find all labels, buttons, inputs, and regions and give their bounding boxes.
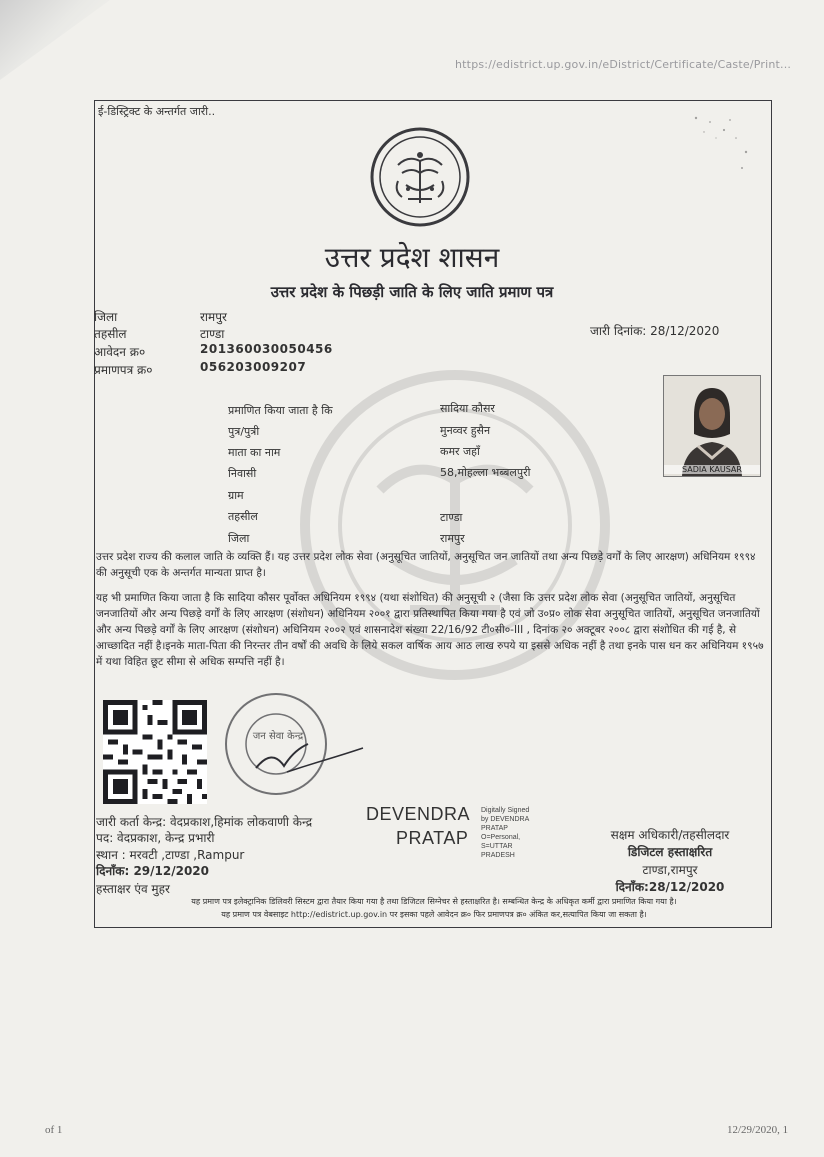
government-title: उत्तर प्रदेश शासन: [324, 241, 500, 274]
digisig-detail: O=Personal,: [481, 834, 521, 841]
creamy-layer-text: यह भी प्रमाणित किया जाता है कि सादिया कौसर पूर्वोक्त अधिनियम १९९४ (यथा संशोधित) की अनुसूची २ (जैसा कि उत्तर प्रदेश लोक सेवा (अनुसूचित जातियों, अनुसूचित जनजातियों और अन्य पिछड़े वर्गों के लिए आरक्षण (संशोधन) अधिनियम २००१ द्वारा प्रतिस्थापित किया गया है एवं जो उ०प्र० लोक सेवा अनुसूचित जातियों, अनुसूचित जनजातियों और अन्य पिछड़े वर्गों के लिए आरक्षण (संशोधन) अधिनियम २००२ एवं शासनादेश संख्या 22/16/92 टी०सी०-III , दिनांक २० अक्टूबर २००८ द्वारा संशोधित की गई है, से आच्छादित नहीं है।इनके माता-पिता की निरन्तर तीन वर्षों की अवधि के लिये सकल वार्षिक आय आठ लाख रुपये या इससे अधिक नहीं है तथा इनके पास धन कर अधिनियम १९५७ में यथा विहित छूट सीमा से अधिक सम्पत्ति नहीं है।: [96, 592, 764, 668]
portrait-icon: [664, 376, 760, 476]
authority-digitally-signed: डिजिटल हस्ताक्षरित: [627, 845, 713, 859]
district-value: रामपुर: [200, 310, 227, 324]
caste-statement-text: उत्तर प्रदेश राज्य की कलाल जाति के व्यक्ति हैं। यह उत्तर प्रदेश लोक सेवा (अनुसूचित जातियों, अनुसूचित जन जातियों तथा अन्य पिछड़े वर्गों के लिए आरक्षण) अधिनियम १९९४ की अनुसूची एक के अन्तर्गत मान्यता प्राप्त है।: [96, 551, 756, 579]
disclaimer-line-2: यह प्रमाण पत्र वेबसाइट http://edistrict.up.gov.in पर इसका पहले आवेदन क्र० फिर प्रमाणपत्र क्र० अंकित कर,सत्यापित किया जा सकता है।: [221, 910, 647, 919]
print-timestamp: 12/29/2020, 1: [727, 1124, 789, 1136]
issuer-designation: पद: वेदप्रकाश, केन्द्र प्रभारी: [96, 831, 215, 845]
issuer-center: जारी कर्ता केन्द्र: वेदप्रकाश,हिमांक लोकवाणी केन्द्र: [96, 815, 313, 829]
detail-label-district: जिला: [228, 532, 250, 545]
qr-code-icon: [103, 700, 207, 804]
detail-label-resident: निवासी: [228, 467, 257, 480]
authority-designation: सक्षम अधिकारी/तहसीलदार: [610, 828, 730, 842]
application-number: 201360030050456: [200, 342, 333, 356]
signature-stroke: [285, 742, 365, 782]
authority-date: दिनाँक:28/12/2020: [615, 880, 725, 894]
detail-value-resident: 58,मोहल्ला भब्बलपुरी: [440, 466, 531, 479]
district-label: जिला: [94, 310, 118, 324]
issuer-date: दिनाँक: 29/12/2020: [96, 864, 210, 878]
stamp-center-text: जन सेवा केन्द्र: [252, 731, 304, 742]
authority-location: टाण्डा,रामपुर: [642, 863, 698, 877]
detail-label-certified: प्रमाणित किया जाता है कि: [228, 404, 333, 417]
detail-value-mother: कमर जहाँ: [440, 445, 480, 458]
digisig-detail: S=UTTAR: [481, 843, 513, 850]
disclaimer-line-1: यह प्रमाण पत्र इलेक्ट्रानिक डिलिवरी सिस्टम द्वारा तैयार किया गया है तथा डिजिटल सिग्नेचर से हस्ताक्षरित है। सम्बन्धित केन्द्र के अधिकृत कर्मी द्वारा प्रमाणित किया गया है।: [191, 897, 677, 906]
certificate-title: उत्तर प्रदेश के पिछड़ी जाति के लिए जाति प्रमाण पत्र: [270, 283, 554, 301]
detail-value-tehsil: टाण्डा: [440, 511, 463, 524]
application-label: आवेदन क्र०: [94, 345, 146, 359]
digital-signer-firstname: DEVENDRA: [366, 804, 471, 824]
tehsil-label: तहसील: [94, 327, 127, 341]
certificate-number-label: प्रमाणपत्र क्र०: [94, 363, 153, 377]
up-emblem-icon: [368, 125, 472, 229]
digisig-detail: by DEVENDRA: [481, 816, 530, 823]
photo-caption: SADIA KAUSAR: [664, 465, 760, 474]
print-page-number: of 1: [45, 1124, 63, 1136]
digisig-detail: Digitally Signed: [481, 807, 530, 814]
folded-corner: [0, 0, 110, 80]
tehsil-value: टाण्डा: [200, 327, 225, 341]
issuer-signature-label: हस्ताक्षर एंव मुहर: [96, 882, 170, 896]
digital-signature-details: [481, 806, 529, 860]
digital-signer-lastname: PRATAP: [396, 828, 469, 848]
digisig-detail: PRADESH: [481, 852, 515, 859]
scan-smudge: [676, 108, 756, 180]
issue-date: जारी दिनांक: 28/12/2020: [590, 324, 720, 338]
detail-label-mother: माता का नाम: [228, 446, 281, 459]
detail-label-parent: पुत्र/पुत्री: [228, 425, 260, 438]
applicant-photo: [663, 375, 761, 477]
issued-under-text: ई-डिस्ट्रिक्ट के अन्तर्गत जारी..: [98, 105, 216, 118]
certificate-number: 056203009207: [200, 360, 307, 374]
creamy-layer-statement: [96, 590, 766, 670]
digisig-detail: PRATAP: [481, 825, 508, 832]
detail-label-tehsil: तहसील: [228, 510, 258, 523]
detail-value-name: सादिया कौसर: [440, 402, 495, 415]
detail-value-district: रामपुर: [440, 532, 465, 545]
print-url-header: https://edistrict.up.gov.in/eDistrict/Certificate/Caste/Print...: [455, 58, 792, 71]
issuer-place: स्थान : मरवटी ,टाण्डा ,Rampur: [96, 848, 245, 862]
detail-label-village: ग्राम: [228, 489, 244, 502]
caste-statement: [96, 549, 766, 581]
detail-value-parent: मुनव्वर हुसैन: [440, 424, 491, 437]
